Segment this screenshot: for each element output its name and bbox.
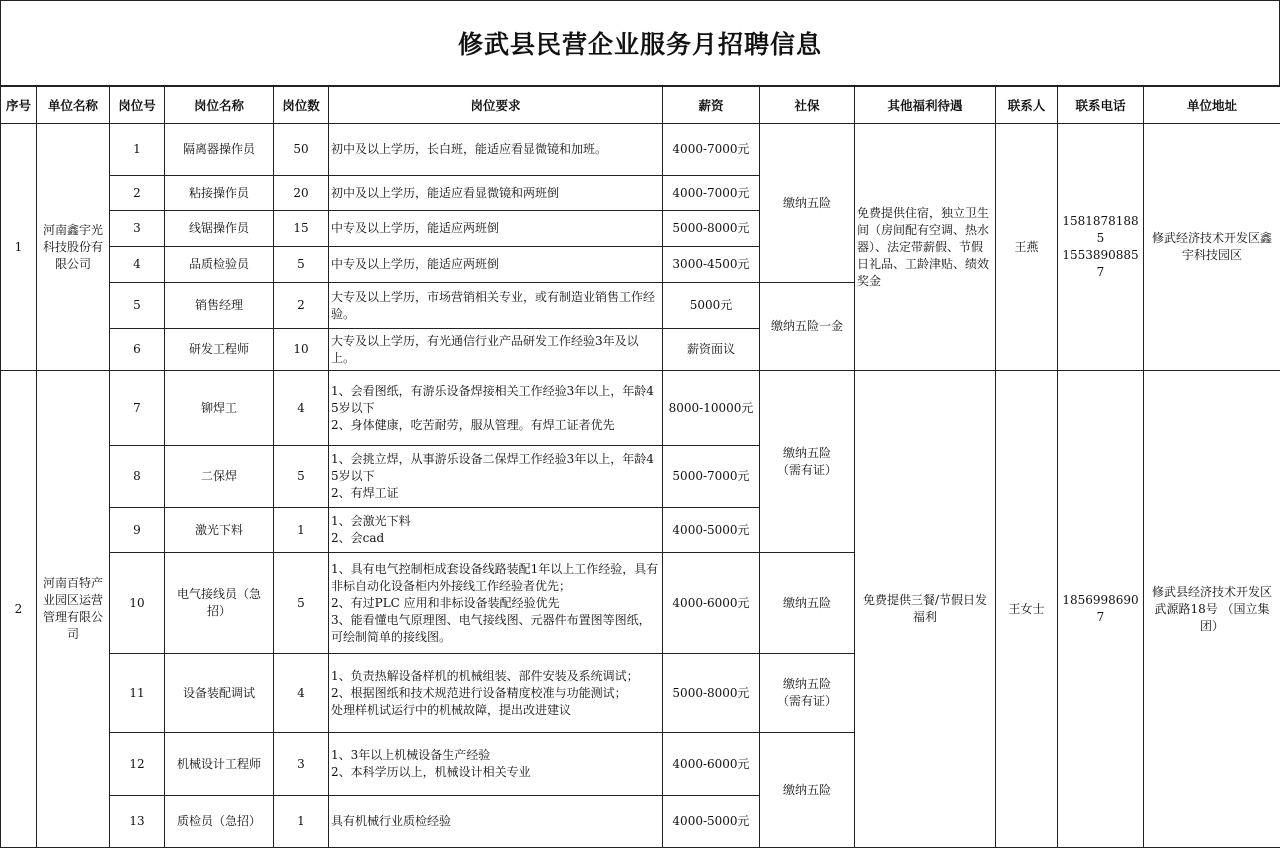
job-name: 质检员（急招） <box>165 796 274 848</box>
job-requirement: 1、会激光下料 2、会cad <box>329 508 663 553</box>
job-count: 5 <box>274 446 329 508</box>
job-name: 线锯操作员 <box>165 211 274 247</box>
header-cell: 其他福利待遇 <box>855 87 996 124</box>
job-requirement: 中专及以上学历，能适应两班倒 <box>329 211 663 247</box>
social-insurance: 缴纳五险 <box>760 733 855 848</box>
job-requirement: 1、会挑立焊，从事游乐设备二保焊工作经验3年以上，年龄45岁以下 2、有焊工证 <box>329 446 663 508</box>
company-benefits: 免费提供三餐/节假日发福利 <box>855 371 996 848</box>
header-cell: 岗位名称 <box>165 87 274 124</box>
page-title: 修武县民营企业服务月招聘信息 <box>0 0 1280 86</box>
job-no: 8 <box>110 446 165 508</box>
job-name: 隔离器操作员 <box>165 124 274 176</box>
company-phone: 18569986907 <box>1058 371 1144 848</box>
job-count: 3 <box>274 733 329 796</box>
job-requirement: 初中及以上学历，能适应看显微镜和两班倒 <box>329 176 663 211</box>
job-requirement: 初中及以上学历，长白班，能适应看显微镜和加班。 <box>329 124 663 176</box>
job-no: 13 <box>110 796 165 848</box>
job-name: 研发工程师 <box>165 329 274 371</box>
company-index: 2 <box>1 371 37 848</box>
header-cell: 岗位号 <box>110 87 165 124</box>
job-name: 机械设计工程师 <box>165 733 274 796</box>
company-name: 河南鑫宇光科技股份有限公司 <box>37 124 110 371</box>
job-requirement: 1、负责热解设备样机的机械组装、部件安装及系统调试； 2、根据图纸和技术规范进行设备精度校准与功能测试； 处理样机试运行中的机械故障，提出改进建议 <box>329 654 663 733</box>
company-index: 1 <box>1 124 37 371</box>
job-no: 1 <box>110 124 165 176</box>
job-requirement: 中专及以上学历，能适应两班倒 <box>329 247 663 283</box>
header-cell: 联系电话 <box>1058 87 1144 124</box>
company-address: 修武经济技术开发区鑫宇科技园区 <box>1144 124 1280 371</box>
job-no: 11 <box>110 654 165 733</box>
job-salary: 5000元 <box>663 283 760 329</box>
header-cell: 岗位要求 <box>329 87 663 124</box>
job-count: 1 <box>274 796 329 848</box>
company-name: 河南百特产业园区运营管理有限公司 <box>37 371 110 848</box>
job-count: 50 <box>274 124 329 176</box>
job-requirement: 1、3年以上机械设备生产经验 2、本科学历以上，机械设计相关专业 <box>329 733 663 796</box>
job-no: 2 <box>110 176 165 211</box>
job-requirement: 具有机械行业质检经验 <box>329 796 663 848</box>
job-requirement: 大专及以上学历，有光通信行业产品研发工作经验3年及以上。 <box>329 329 663 371</box>
job-count: 1 <box>274 508 329 553</box>
job-salary: 4000-6000元 <box>663 553 760 654</box>
header-cell: 联系人 <box>996 87 1058 124</box>
job-no: 9 <box>110 508 165 553</box>
social-insurance: 缴纳五险一金 <box>760 283 855 371</box>
job-no: 3 <box>110 211 165 247</box>
header-cell: 单位名称 <box>37 87 110 124</box>
job-salary: 8000-10000元 <box>663 371 760 446</box>
job-count: 5 <box>274 247 329 283</box>
job-salary: 5000-7000元 <box>663 446 760 508</box>
job-no: 10 <box>110 553 165 654</box>
header-row <box>1 87 1280 124</box>
job-count: 2 <box>274 283 329 329</box>
social-insurance: 缴纳五险 （需有证） <box>760 371 855 553</box>
job-name: 粘接操作员 <box>165 176 274 211</box>
company-benefits: 免费提供住宿，独立卫生间（房间配有空调、热水器）、法定带薪假、节假日礼品、工龄津贴、绩效奖金 <box>855 124 996 371</box>
social-insurance: 缴纳五险 （需有证） <box>760 654 855 733</box>
job-requirement: 大专及以上学历，市场营销相关专业，或有制造业销售工作经验。 <box>329 283 663 329</box>
table-row <box>1 371 1280 446</box>
job-salary: 4000-6000元 <box>663 733 760 796</box>
job-no: 6 <box>110 329 165 371</box>
job-name: 电气接线员（急招） <box>165 553 274 654</box>
job-no: 4 <box>110 247 165 283</box>
job-salary: 5000-8000元 <box>663 211 760 247</box>
job-salary: 4000-5000元 <box>663 508 760 553</box>
header-cell: 社保 <box>760 87 855 124</box>
recruitment-table <box>0 86 1280 848</box>
job-name: 设备装配调试 <box>165 654 274 733</box>
company-contact: 王燕 <box>996 124 1058 371</box>
company-contact: 王女士 <box>996 371 1058 848</box>
job-no: 7 <box>110 371 165 446</box>
header-cell: 薪资 <box>663 87 760 124</box>
job-salary: 4000-7000元 <box>663 124 760 176</box>
job-salary: 4000-5000元 <box>663 796 760 848</box>
job-salary: 5000-8000元 <box>663 654 760 733</box>
job-count: 15 <box>274 211 329 247</box>
job-no: 5 <box>110 283 165 329</box>
company-phone: 15818781885 15538908857 <box>1058 124 1144 371</box>
job-count: 4 <box>274 654 329 733</box>
header-cell: 序号 <box>1 87 37 124</box>
header-cell: 岗位数 <box>274 87 329 124</box>
job-salary: 3000-4500元 <box>663 247 760 283</box>
job-count: 5 <box>274 553 329 654</box>
social-insurance: 缴纳五险 <box>760 553 855 654</box>
job-salary: 薪资面议 <box>663 329 760 371</box>
job-name: 铆焊工 <box>165 371 274 446</box>
job-requirement: 1、具有电气控制柜成套设备线路装配1年以上工作经验，具有非标自动化设备柜内外接线工作经验者优先； 2、有过PLC 应用和非标设备装配经验优先 3、能看懂电气原理图、电气接线图、元器件布置图等图纸，可绘制简单的接线图。 <box>329 553 663 654</box>
job-count: 10 <box>274 329 329 371</box>
header-cell: 单位地址 <box>1144 87 1280 124</box>
company-address: 修武县经济技术开发区武源路18号 （国立集团） <box>1144 371 1280 848</box>
job-name: 二保焊 <box>165 446 274 508</box>
job-no: 12 <box>110 733 165 796</box>
table-row <box>1 124 1280 176</box>
job-name: 激光下料 <box>165 508 274 553</box>
job-name: 品质检验员 <box>165 247 274 283</box>
social-insurance: 缴纳五险 <box>760 124 855 283</box>
job-count: 20 <box>274 176 329 211</box>
job-requirement: 1、会看图纸，有游乐设备焊接相关工作经验3年以上，年龄45岁以下 2、身体健康，吃苦耐劳，服从管理。有焊工证者优先 <box>329 371 663 446</box>
job-name: 销售经理 <box>165 283 274 329</box>
job-count: 4 <box>274 371 329 446</box>
job-salary: 4000-7000元 <box>663 176 760 211</box>
